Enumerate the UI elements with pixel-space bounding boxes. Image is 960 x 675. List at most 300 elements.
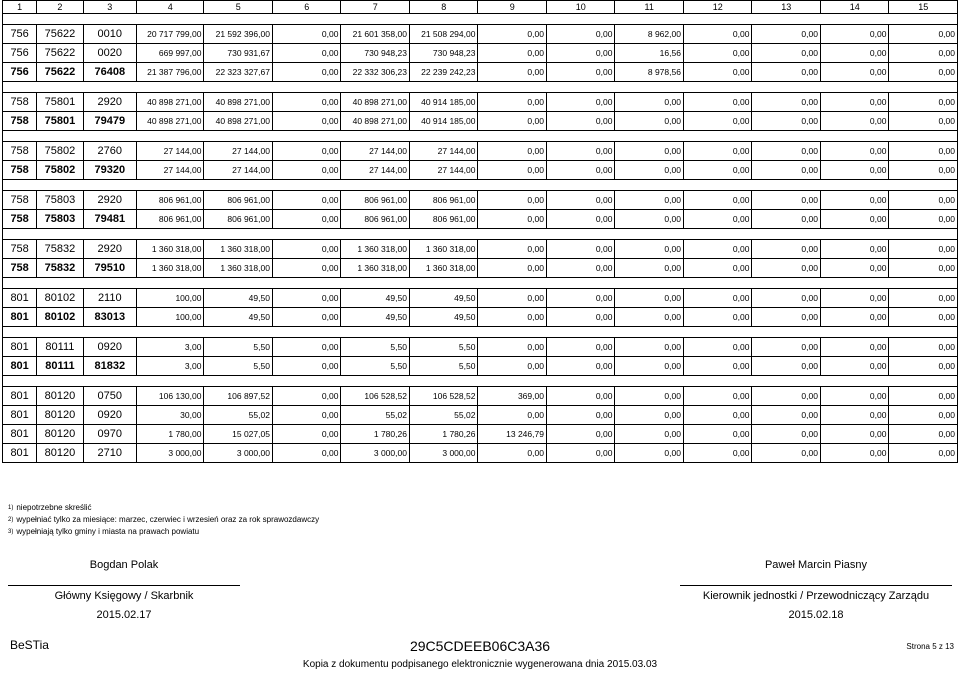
amount-cell: 0,00 [615, 289, 684, 308]
amount-cell: 27 144,00 [136, 142, 203, 161]
amount-cell: 0,00 [752, 44, 821, 63]
chapter-cell: 75801 [37, 93, 83, 112]
amount-cell: 0,00 [820, 210, 889, 229]
amount-cell: 0,00 [752, 142, 821, 161]
amount-cell: 100,00 [136, 289, 203, 308]
paragraph-cell: 0010 [83, 25, 136, 44]
amount-cell: 21 601 358,00 [341, 25, 410, 44]
amount-cell: 1 360 318,00 [341, 259, 410, 278]
paragraph-cell: 81832 [83, 357, 136, 376]
chapter-cell: 75802 [37, 161, 83, 180]
spacer-row [3, 327, 958, 338]
amount-cell: 5,50 [409, 338, 478, 357]
amount-cell: 0,00 [820, 191, 889, 210]
amount-cell: 0,00 [889, 112, 958, 131]
amount-cell: 22 323 327,67 [204, 63, 273, 82]
column-number: 11 [615, 1, 684, 14]
amount-cell: 0,00 [546, 406, 615, 425]
paragraph-cell: 79320 [83, 161, 136, 180]
amount-cell: 27 144,00 [341, 161, 410, 180]
amount-cell: 0,00 [683, 63, 752, 82]
chapter-cell: 75802 [37, 142, 83, 161]
amount-cell: 0,00 [752, 425, 821, 444]
amount-cell: 0,00 [272, 142, 341, 161]
amount-cell: 0,00 [546, 161, 615, 180]
amount-cell: 40 898 271,00 [204, 93, 273, 112]
spacer-row [3, 82, 958, 93]
spacer-row [3, 376, 958, 387]
amount-cell: 0,00 [546, 63, 615, 82]
amount-cell: 0,00 [683, 406, 752, 425]
amount-cell: 40 914 185,00 [409, 112, 478, 131]
amount-cell: 22 332 306,23 [341, 63, 410, 82]
amount-cell: 0,00 [889, 210, 958, 229]
column-number: 3 [83, 1, 136, 14]
chapter-cell: 75832 [37, 259, 83, 278]
amount-cell: 21 508 294,00 [409, 25, 478, 44]
column-number: 4 [136, 1, 203, 14]
amount-cell: 0,00 [889, 338, 958, 357]
document-code: 29C5CDEEB06C3A36 [409, 638, 551, 654]
amount-cell: 0,00 [272, 210, 341, 229]
amount-cell: 0,00 [478, 259, 547, 278]
amount-cell: 0,00 [820, 425, 889, 444]
chapter-cell: 80111 [37, 338, 83, 357]
amount-cell: 55,02 [341, 406, 410, 425]
amount-cell: 0,00 [683, 112, 752, 131]
column-number: 14 [820, 1, 889, 14]
spacer-cell [3, 376, 958, 387]
amount-cell: 0,00 [820, 387, 889, 406]
column-number: 8 [409, 1, 478, 14]
amount-cell: 0,00 [820, 93, 889, 112]
total-row [3, 210, 958, 229]
amount-cell: 0,00 [683, 191, 752, 210]
amount-cell: 40 898 271,00 [204, 112, 273, 131]
footnote: $^{1)}$ niepotrzebne skreślić [8, 503, 92, 512]
column-number: 7 [341, 1, 410, 14]
amount-cell: 0,00 [615, 240, 684, 259]
amount-cell: 5,50 [204, 338, 273, 357]
amount-cell: 806 961,00 [341, 210, 410, 229]
amount-cell: 0,00 [889, 308, 958, 327]
amount-cell: 0,00 [752, 387, 821, 406]
section-cell: 756 [3, 44, 37, 63]
spacer-row [3, 278, 958, 289]
amount-cell: 730 948,23 [341, 44, 410, 63]
table-row [3, 387, 958, 406]
amount-cell: 3 000,00 [136, 444, 203, 463]
chapter-cell: 75622 [37, 63, 83, 82]
column-number: 1 [3, 1, 37, 14]
paragraph-cell: 2920 [83, 191, 136, 210]
amount-cell: 0,00 [615, 93, 684, 112]
amount-cell: 0,00 [478, 308, 547, 327]
paragraph-cell: 2920 [83, 240, 136, 259]
amount-cell: 0,00 [478, 191, 547, 210]
amount-cell: 0,00 [683, 142, 752, 161]
section-cell: 756 [3, 25, 37, 44]
amount-cell: 0,00 [615, 191, 684, 210]
paragraph-cell: 0920 [83, 338, 136, 357]
amount-cell: 0,00 [546, 259, 615, 278]
amount-cell: 0,00 [615, 161, 684, 180]
amount-cell: 0,00 [752, 240, 821, 259]
spacer-cell [3, 278, 958, 289]
amount-cell: 49,50 [341, 289, 410, 308]
amount-cell: 1 360 318,00 [409, 240, 478, 259]
total-row [3, 259, 958, 278]
amount-cell: 0,00 [752, 406, 821, 425]
amount-cell: 0,00 [683, 308, 752, 327]
amount-cell: 3,00 [136, 338, 203, 357]
spacer-cell [3, 131, 958, 142]
section-cell: 801 [3, 289, 37, 308]
amount-cell: 49,50 [204, 308, 273, 327]
amount-cell: 0,00 [683, 93, 752, 112]
paragraph-cell: 79510 [83, 259, 136, 278]
spacer-cell [3, 82, 958, 93]
amount-cell: 0,00 [820, 112, 889, 131]
page-number: Strona 5 z 13 [906, 642, 954, 651]
amount-cell: 20 717 799,00 [136, 25, 203, 44]
amount-cell: 1 780,26 [341, 425, 410, 444]
amount-cell: 3,00 [136, 357, 203, 376]
column-number: 2 [37, 1, 83, 14]
amount-cell: 0,00 [272, 44, 341, 63]
amount-cell: 1 360 318,00 [204, 259, 273, 278]
amount-cell: 0,00 [683, 425, 752, 444]
amount-cell: 0,00 [272, 93, 341, 112]
paragraph-cell: 2110 [83, 289, 136, 308]
amount-cell: 0,00 [272, 191, 341, 210]
amount-cell: 0,00 [546, 93, 615, 112]
amount-cell: 49,50 [409, 308, 478, 327]
amount-cell: 0,00 [752, 308, 821, 327]
amount-cell: 0,00 [820, 289, 889, 308]
column-number: 10 [546, 1, 615, 14]
amount-cell: 21 592 396,00 [204, 25, 273, 44]
amount-cell: 0,00 [272, 289, 341, 308]
signer-name: Bogdan Polak [89, 559, 159, 571]
amount-cell: 0,00 [683, 357, 752, 376]
spacer-cell [3, 180, 958, 191]
amount-cell: 0,00 [478, 161, 547, 180]
signature-date: 2015.02.17 [96, 609, 152, 621]
column-number: 15 [889, 1, 958, 14]
amount-cell: 8 962,00 [615, 25, 684, 44]
amount-cell: 3 000,00 [341, 444, 410, 463]
amount-cell: 669 997,00 [136, 44, 203, 63]
amount-cell: 21 387 796,00 [136, 63, 203, 82]
total-row [3, 357, 958, 376]
chapter-cell: 75803 [37, 210, 83, 229]
paragraph-cell: 76408 [83, 63, 136, 82]
amount-cell: 55,02 [409, 406, 478, 425]
amount-cell: 806 961,00 [341, 191, 410, 210]
amount-cell: 0,00 [272, 259, 341, 278]
spacer-row [3, 229, 958, 240]
amount-cell: 27 144,00 [341, 142, 410, 161]
amount-cell: 0,00 [272, 425, 341, 444]
amount-cell: 0,00 [615, 406, 684, 425]
spacer-cell [3, 14, 958, 25]
table-row [3, 142, 958, 161]
amount-cell: 806 961,00 [409, 191, 478, 210]
amount-cell: 0,00 [889, 191, 958, 210]
chapter-cell: 80120 [37, 406, 83, 425]
footnotes [8, 502, 319, 538]
amount-cell: 106 528,52 [341, 387, 410, 406]
column-number: 6 [272, 1, 341, 14]
amount-cell: 27 144,00 [204, 142, 273, 161]
section-cell: 756 [3, 63, 37, 82]
section-cell: 801 [3, 338, 37, 357]
signature-right [680, 559, 952, 621]
amount-cell: 0,00 [478, 142, 547, 161]
amount-cell: 0,00 [683, 259, 752, 278]
paragraph-cell: 2920 [83, 93, 136, 112]
amount-cell: 15 027,05 [204, 425, 273, 444]
amount-cell: 0,00 [820, 308, 889, 327]
table-row [3, 25, 958, 44]
amount-cell: 0,00 [272, 161, 341, 180]
amount-cell: 55,02 [204, 406, 273, 425]
amount-cell: 0,00 [478, 338, 547, 357]
amount-cell: 40 898 271,00 [341, 93, 410, 112]
chapter-cell: 80111 [37, 357, 83, 376]
section-cell: 801 [3, 425, 37, 444]
amount-cell: 0,00 [752, 289, 821, 308]
amount-cell: 8 978,56 [615, 63, 684, 82]
section-cell: 801 [3, 387, 37, 406]
signature-date: 2015.02.18 [788, 609, 844, 621]
amount-cell: 40 898 271,00 [136, 112, 203, 131]
amount-cell: 0,00 [478, 63, 547, 82]
amount-cell: 27 144,00 [409, 161, 478, 180]
section-cell: 758 [3, 259, 37, 278]
amount-cell: 730 948,23 [409, 44, 478, 63]
amount-cell: 0,00 [889, 25, 958, 44]
amount-cell: 730 931,67 [204, 44, 273, 63]
amount-cell: 0,00 [615, 210, 684, 229]
amount-cell: 0,00 [820, 161, 889, 180]
amount-cell: 0,00 [546, 112, 615, 131]
amount-cell: 0,00 [615, 112, 684, 131]
amount-cell: 0,00 [820, 357, 889, 376]
paragraph-cell: 79479 [83, 112, 136, 131]
amount-cell: 0,00 [546, 240, 615, 259]
amount-cell: 106 130,00 [136, 387, 203, 406]
amount-cell: 806 961,00 [136, 210, 203, 229]
spacer-row [3, 131, 958, 142]
amount-cell: 0,00 [272, 357, 341, 376]
amount-cell: 0,00 [546, 338, 615, 357]
amount-cell: 806 961,00 [136, 191, 203, 210]
signature-line [680, 585, 952, 586]
amount-cell: 0,00 [752, 357, 821, 376]
amount-cell: 0,00 [752, 338, 821, 357]
section-cell: 758 [3, 93, 37, 112]
paragraph-cell: 2760 [83, 142, 136, 161]
table-row [3, 406, 958, 425]
amount-cell: 0,00 [615, 142, 684, 161]
signer-role: Główny Księgowy / Skarbnik [54, 590, 194, 602]
table-row [3, 338, 958, 357]
amount-cell: 0,00 [272, 444, 341, 463]
section-cell: 801 [3, 406, 37, 425]
amount-cell: 0,00 [546, 289, 615, 308]
amount-cell: 0,00 [683, 240, 752, 259]
amount-cell: 0,00 [272, 112, 341, 131]
column-number: 13 [752, 1, 821, 14]
amount-cell: 0,00 [478, 44, 547, 63]
amount-cell: 0,00 [546, 357, 615, 376]
amount-cell: 30,00 [136, 406, 203, 425]
header-row [3, 1, 958, 14]
amount-cell: 0,00 [820, 240, 889, 259]
amount-cell: 0,00 [752, 191, 821, 210]
amount-cell: 0,00 [272, 25, 341, 44]
copy-note: Kopia z dokumentu podpisanego elektronicznie wygenerowana dnia 2015.03.03 [302, 659, 658, 670]
section-cell: 758 [3, 210, 37, 229]
paragraph-cell: 0920 [83, 406, 136, 425]
table-row [3, 289, 958, 308]
amount-cell: 0,00 [889, 406, 958, 425]
amount-cell: 0,00 [752, 259, 821, 278]
amount-cell: 0,00 [683, 338, 752, 357]
amount-cell: 1 360 318,00 [136, 240, 203, 259]
section-cell: 758 [3, 161, 37, 180]
chapter-cell: 75832 [37, 240, 83, 259]
chapter-cell: 75622 [37, 25, 83, 44]
amount-cell: 0,00 [820, 44, 889, 63]
amount-cell: 0,00 [683, 289, 752, 308]
chapter-cell: 80102 [37, 308, 83, 327]
amount-cell: 0,00 [752, 444, 821, 463]
amount-cell: 0,00 [820, 63, 889, 82]
column-number: 9 [478, 1, 547, 14]
amount-cell: 0,00 [820, 25, 889, 44]
amount-cell: 0,00 [752, 93, 821, 112]
amount-cell: 0,00 [889, 63, 958, 82]
total-row [3, 112, 958, 131]
signature-line [8, 585, 240, 586]
amount-cell: 0,00 [752, 161, 821, 180]
amount-cell: 0,00 [478, 444, 547, 463]
amount-cell: 5,50 [341, 338, 410, 357]
total-row [3, 308, 958, 327]
total-row [3, 161, 958, 180]
spacer-cell [3, 327, 958, 338]
section-cell: 758 [3, 240, 37, 259]
amount-cell: 1 360 318,00 [136, 259, 203, 278]
amount-cell: 3 000,00 [409, 444, 478, 463]
signer-name: Paweł Marcin Piasny [764, 559, 868, 571]
amount-cell: 0,00 [546, 308, 615, 327]
spacer-cell [3, 229, 958, 240]
amount-cell: 0,00 [546, 142, 615, 161]
amount-cell: 0,00 [272, 387, 341, 406]
amount-cell: 1 360 318,00 [341, 240, 410, 259]
amount-cell: 49,50 [341, 308, 410, 327]
amount-cell: 806 961,00 [204, 191, 273, 210]
paragraph-cell: 0020 [83, 44, 136, 63]
amount-cell: 0,00 [546, 425, 615, 444]
signer-role: Kierownik jednostki / Przewodniczący Zarządu [702, 590, 930, 602]
amount-cell: 0,00 [546, 387, 615, 406]
section-cell: 801 [3, 308, 37, 327]
amount-cell: 0,00 [615, 357, 684, 376]
amount-cell: 1 780,26 [409, 425, 478, 444]
amount-cell: 0,00 [683, 387, 752, 406]
amount-cell: 806 961,00 [204, 210, 273, 229]
amount-cell: 0,00 [546, 25, 615, 44]
amount-cell: 49,50 [409, 289, 478, 308]
amount-cell: 0,00 [546, 44, 615, 63]
amount-cell: 0,00 [683, 210, 752, 229]
column-number: 5 [204, 1, 273, 14]
amount-cell: 40 898 271,00 [136, 93, 203, 112]
spacer-row [3, 180, 958, 191]
amount-cell: 0,00 [478, 93, 547, 112]
amount-cell: 40 898 271,00 [341, 112, 410, 131]
amount-cell: 0,00 [889, 93, 958, 112]
amount-cell: 1 780,00 [136, 425, 203, 444]
table-row [3, 93, 958, 112]
table-row [3, 444, 958, 463]
amount-cell: 0,00 [478, 406, 547, 425]
amount-cell: 27 144,00 [136, 161, 203, 180]
column-number: 12 [683, 1, 752, 14]
amount-cell: 1 360 318,00 [409, 259, 478, 278]
amount-cell: 49,50 [204, 289, 273, 308]
amount-cell: 0,00 [889, 240, 958, 259]
amount-cell: 0,00 [683, 161, 752, 180]
spacer-row [3, 14, 958, 25]
amount-cell: 0,00 [752, 112, 821, 131]
section-cell: 758 [3, 112, 37, 131]
chapter-cell: 75622 [37, 44, 83, 63]
amount-cell: 0,00 [820, 259, 889, 278]
chapter-cell: 80120 [37, 444, 83, 463]
amount-cell: 16,56 [615, 44, 684, 63]
budget-table [2, 0, 958, 463]
amount-cell: 0,00 [889, 357, 958, 376]
section-cell: 758 [3, 142, 37, 161]
amount-cell: 0,00 [889, 444, 958, 463]
amount-cell: 369,00 [478, 387, 547, 406]
amount-cell: 0,00 [683, 444, 752, 463]
amount-cell: 27 144,00 [409, 142, 478, 161]
chapter-cell: 75801 [37, 112, 83, 131]
amount-cell: 100,00 [136, 308, 203, 327]
amount-cell: 0,00 [272, 406, 341, 425]
paragraph-cell: 2710 [83, 444, 136, 463]
amount-cell: 0,00 [683, 44, 752, 63]
amount-cell: 0,00 [478, 25, 547, 44]
amount-cell: 3 000,00 [204, 444, 273, 463]
amount-cell: 106 528,52 [409, 387, 478, 406]
amount-cell: 0,00 [889, 425, 958, 444]
amount-cell: 5,50 [204, 357, 273, 376]
chapter-cell: 80102 [37, 289, 83, 308]
amount-cell: 0,00 [615, 387, 684, 406]
amount-cell: 0,00 [272, 240, 341, 259]
amount-cell: 0,00 [820, 444, 889, 463]
amount-cell: 0,00 [272, 338, 341, 357]
section-cell: 801 [3, 444, 37, 463]
